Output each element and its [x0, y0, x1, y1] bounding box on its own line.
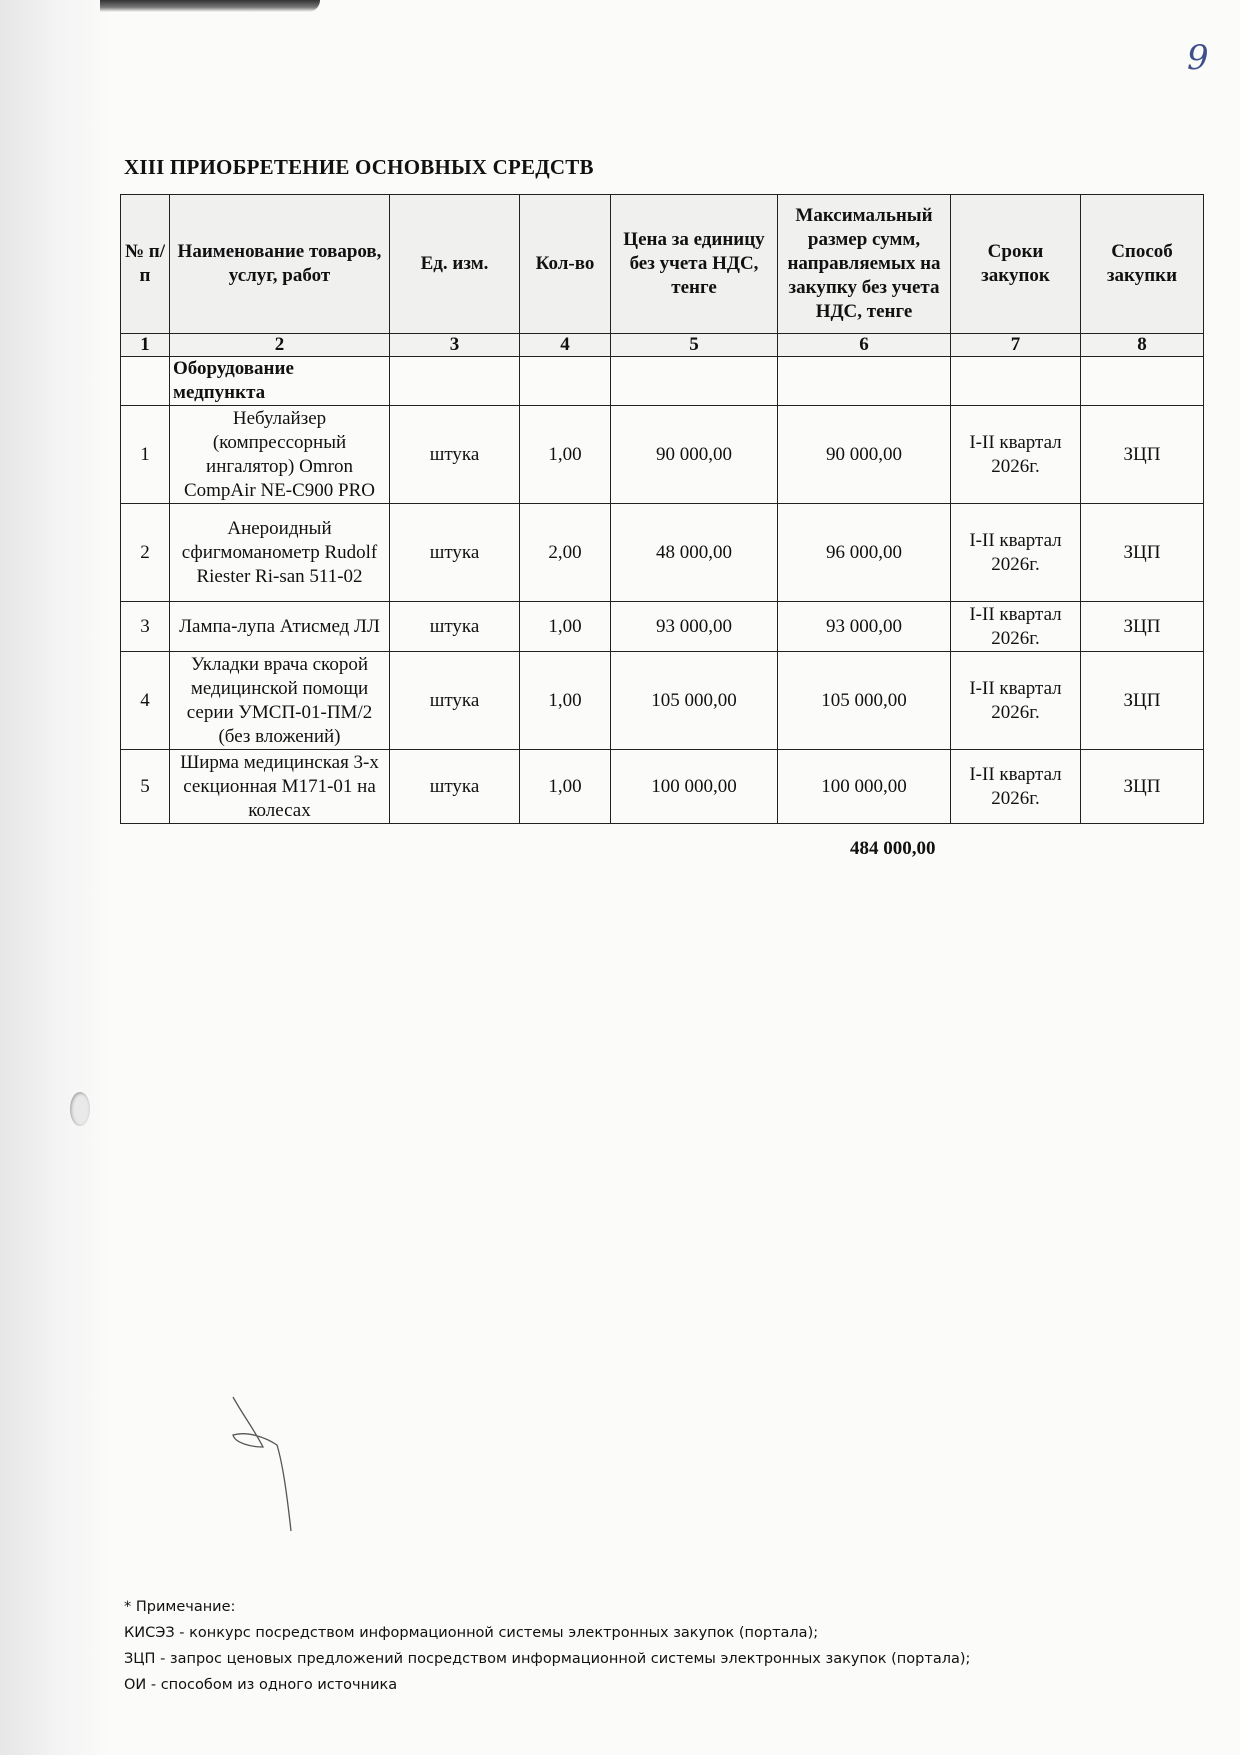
row-number: 4 [121, 652, 170, 750]
item-method: ЗЦП [1081, 504, 1204, 602]
category-empty-cell [1081, 357, 1204, 406]
item-price: 93 000,00 [611, 602, 778, 652]
category-empty-cell [778, 357, 951, 406]
footnote-title: * Примечание: [124, 1599, 236, 1615]
item-name: Ширма медицинская 3-х секционная М171-01 на колесах [170, 750, 390, 824]
item-price: 100 000,00 [611, 750, 778, 824]
scan-top-mark [100, 0, 320, 12]
table-header-row [121, 195, 1204, 334]
item-price: 48 000,00 [611, 504, 778, 602]
column-number-cell: 3 [390, 334, 520, 357]
footnote-line: ОИ - способом из одного источника [124, 1677, 398, 1693]
signature-mark [225, 1395, 315, 1535]
item-term: I-II квартал 2026г. [951, 750, 1081, 824]
footnote-line: КИСЭЗ - конкурс посредством информационной системы электронных закупок (портала); [124, 1625, 819, 1641]
column-number-cell: 1 [121, 334, 170, 357]
item-name: Укладки врача скорой медицинской помощи серии УМСП-01-ПМ/2 (без вложений) [170, 652, 390, 750]
item-term: I-II квартал 2026г. [951, 504, 1081, 602]
item-name: Анероидный сфигмоманометр Rudolf Riester Ri-san 511-02 [170, 504, 390, 602]
item-quantity: 1,00 [520, 652, 611, 750]
punch-hole [70, 1092, 90, 1126]
table-row [121, 750, 1204, 824]
header-cell-name: Наименование товаров, услуг, работ [170, 195, 390, 334]
item-method: ЗЦП [1081, 652, 1204, 750]
footnote [124, 1594, 970, 1698]
column-number-cell: 5 [611, 334, 778, 357]
category-label: Оборудование медпункта [170, 357, 390, 406]
category-empty-cell [951, 357, 1081, 406]
row-number: 3 [121, 602, 170, 652]
item-name: Небулайзер (компрессорный ингалятор) Omron CompAir NE-C900 PRO [170, 406, 390, 504]
category-row [121, 357, 1204, 406]
item-unit: штука [390, 504, 520, 602]
header-cell-quantity: Кол-во [520, 195, 611, 334]
item-method: ЗЦП [1081, 602, 1204, 652]
procurement-table [120, 194, 1204, 824]
item-unit: штука [390, 750, 520, 824]
item-amount: 96 000,00 [778, 504, 951, 602]
row-number: 1 [121, 406, 170, 504]
column-number-cell: 2 [170, 334, 390, 357]
row-number: 2 [121, 504, 170, 602]
item-unit: штука [390, 652, 520, 750]
column-number-cell: 7 [951, 334, 1081, 357]
table-row [121, 406, 1204, 504]
header-cell-method: Способ закупки [1081, 195, 1204, 334]
scan-edge-shadow [0, 0, 110, 1755]
header-cell-max-amount: Максимальный размер сумм, направляемых на закупку без учета НДС, тенге [778, 195, 951, 334]
item-amount: 93 000,00 [778, 602, 951, 652]
item-quantity: 1,00 [520, 406, 611, 504]
column-number-row [121, 334, 1204, 357]
column-number-cell: 6 [778, 334, 951, 357]
item-term: I-II квартал 2026г. [951, 652, 1081, 750]
item-price: 105 000,00 [611, 652, 778, 750]
header-cell-number: № п/п [121, 195, 170, 334]
header-cell-unit-price: Цена за единицу без учета НДС, тенге [611, 195, 778, 334]
column-number-cell: 8 [1081, 334, 1204, 357]
section-title: XIII ПРИОБРЕТЕНИЕ ОСНОВНЫХ СРЕДСТВ [124, 155, 594, 179]
column-number-cell: 4 [520, 334, 611, 357]
item-method: ЗЦП [1081, 406, 1204, 504]
item-quantity: 2,00 [520, 504, 611, 602]
header-cell-unit: Ед. изм. [390, 195, 520, 334]
table-row [121, 652, 1204, 750]
item-term: I-II квартал 2026г. [951, 406, 1081, 504]
item-amount: 90 000,00 [778, 406, 951, 504]
table-row [121, 504, 1204, 602]
item-name: Лампа-лупа Атисмед ЛЛ [170, 602, 390, 652]
category-empty-cell [390, 357, 520, 406]
table-row [121, 602, 1204, 652]
item-quantity: 1,00 [520, 750, 611, 824]
category-empty-cell [520, 357, 611, 406]
category-empty-cell [121, 357, 170, 406]
total-amount: 484 000,00 [850, 838, 936, 859]
item-unit: штука [390, 406, 520, 504]
item-method: ЗЦП [1081, 750, 1204, 824]
header-cell-term: Сроки закупок [951, 195, 1081, 334]
item-term: I-II квартал 2026г. [951, 602, 1081, 652]
item-amount: 105 000,00 [778, 652, 951, 750]
item-price: 90 000,00 [611, 406, 778, 504]
page-number: 9 [1187, 38, 1209, 78]
item-quantity: 1,00 [520, 602, 611, 652]
category-empty-cell [611, 357, 778, 406]
row-number: 5 [121, 750, 170, 824]
item-unit: штука [390, 602, 520, 652]
item-amount: 100 000,00 [778, 750, 951, 824]
footnote-line: ЗЦП - запрос ценовых предложений посредством информационной системы электронных закупок (портала); [124, 1651, 971, 1667]
